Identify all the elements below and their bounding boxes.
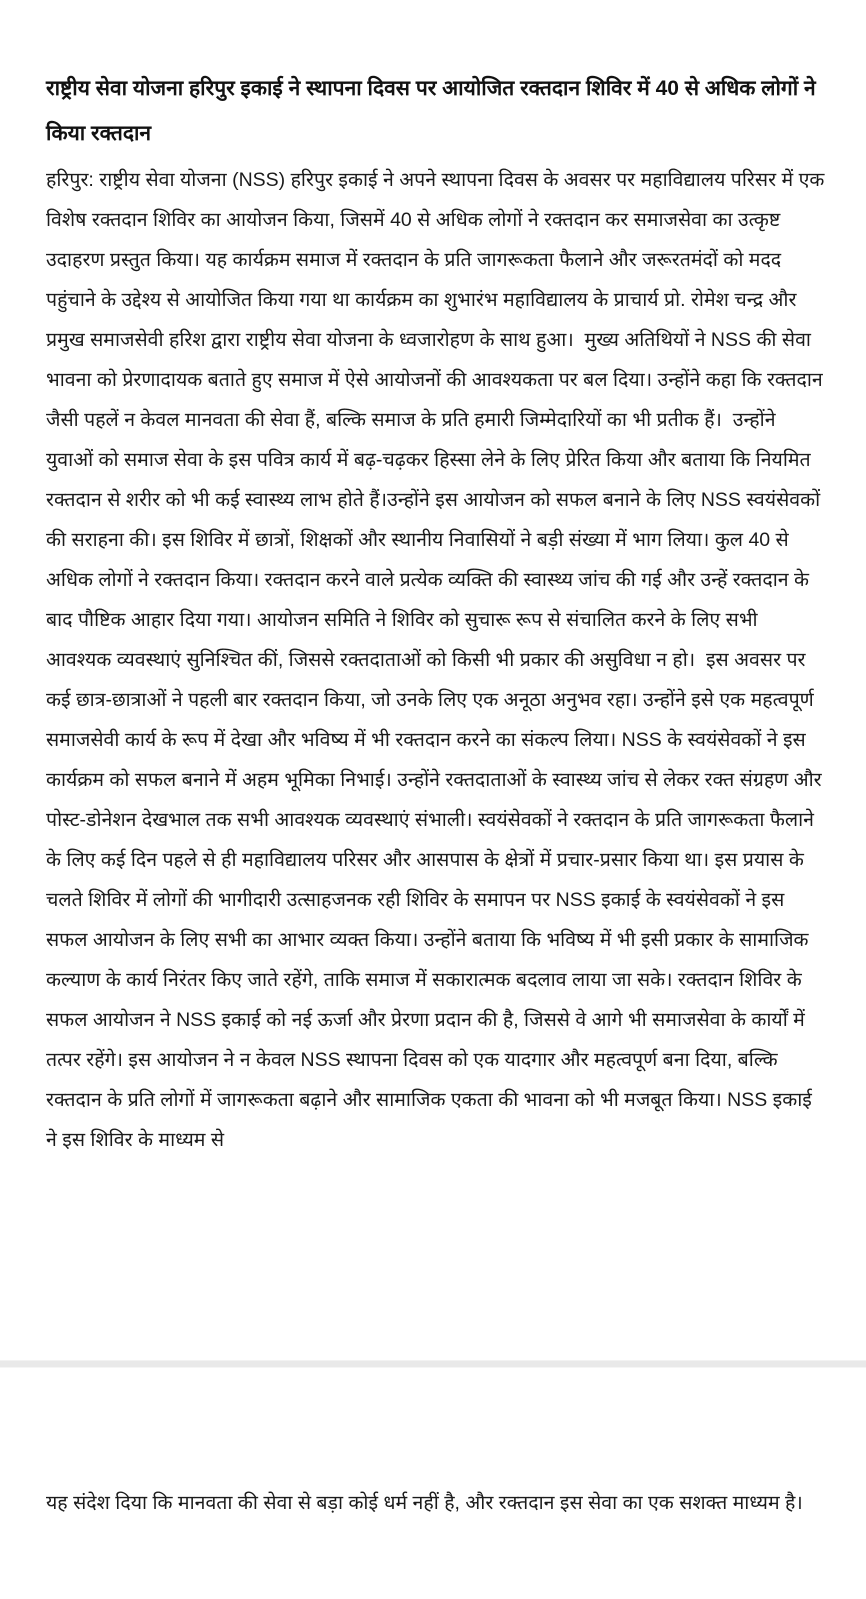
article-body: हरिपुर: राष्ट्रीय सेवा योजना (NSS) हरिपुर इकाई ने अपने स्थापना दिवस के अवसर पर महाविद्यालय परिसर में एक विशेष रक्तदान शिविर का आयोजन किया, जिसमें 40 से अधिक लोगों ने रक्तदान कर समाजसेवा का उत्कृष्ट उदाहरण प्रस्तुत किया। यह कार्यक्रम समाज में रक्तदान के प्रति जागरूकता फैलाने और जरूरतमंदों को मदद पहुंचाने के उद्देश्य से आयोजित किया गया था कार्यक्रम का शुभारंभ महाविद्यालय के प्राचार्य प्रो. रोमेश चन्द्र और प्रमुख समाजसेवी हरिश द्वारा राष्ट्रीय सेवा योजना के ध्वजारोहण के साथ हुआ। मुख्य अतिथियों ने NSS की सेवा भावना को प्रेरणादायक बताते हुए समाज में ऐसे आयोजनों की आवश्यकता पर बल दिया। उन्होंने कहा कि रक्तदान जैसी पहलें न केवल मानवता की सेवा हैं, बल्कि समाज के प्रति हमारी जिम्मेदारियों का भी प्रतीक हैं। उन्होंने युवाओं को समाज सेवा के इस पवित्र कार्य में बढ़-चढ़कर हिस्सा लेने के लिए प्रेरित किया और बताया कि नियमित रक्तदान से शरीर को भी कई स्वास्थ्य लाभ होते हैं।उन्होंने इस आयोजन को सफल बनाने के लिए NSS स्वयंसेवकों की सराहना की। इस शिविर में छात्रों, शिक्षकों और स्थानीय निवासियों ने बड़ी संख्या में भाग लिया। कुल 40 से अधिक लोगों ने रक्तदान किया। रक्तदान करने वाले प्रत्येक व्यक्ति की स्वास्थ्य जांच की गई और उन्हें रक्तदान के बाद पौष्टिक आहार दिया गया। आयोजन समिति ने शिविर को सुचारू रूप से संचालित करने के लिए सभी आवश्यक व्यवस्थाएं सुनिश्चित कीं, जिससे रक्तदाताओं को किसी भी प्रकार की असुविधा न हो। इस अवसर पर कई छात्र-छात्राओं ने पहली बार रक्तदान किया, जो उनके लिए एक अनूठा अनुभव रहा। उन्होंने इसे एक महत्वपूर्ण समाजसेवी कार्य के रूप में देखा और भविष्य में भी रक्तदान करने का संकल्प लिया। NSS के स्वयंसेवकों ने इस कार्यक्रम को सफल बनाने में अहम भूमिका निभाई। उन्होंने रक्तदाताओं के स्वास्थ्य जांच से लेकर रक्त संग्रहण और पोस्ट-डोनेशन देखभाल तक सभी आवश्यक व्यवस्थाएं संभाली। स्वयंसेवकों ने रक्तदान के प्रति जागरूकता फैलाने के लिए कई दिन पहले से ही महाविद्यालय परिसर और आसपास के क्षेत्रों में प्रचार-प्रसार किया था। इस प्रयास के चलते शिविर में लोगों की भागीदारी उत्साहजनक रही शिविर के समापन पर NSS इकाई के स्वयंसेवकों ने इस सफल आयोजन के लिए सभी का आभार व्यक्त किया। उन्होंने बताया कि भविष्य में भी इसी प्रकार के सामाजिक कल्याण के कार्य निरंतर किए जाते रहेंगे, ताकि समाज में सकारात्मक बदलाव लाया जा सके। रक्तदान शिविर के सफल आयोजन ने NSS इकाई को नई ऊर्जा और प्रेरणा प्रदान की है, जिससे वे आगे भी समाजसेवा के कार्यों में तत्पर रहेंगे। इस आयोजन ने न केवल NSS स्थापना दिवस को एक यादगार और महत्वपूर्ण बना दिया, बल्कि रक्तदान के प्रति लोगों में जागरूकता बढ़ाने और सामाजिक एकता की भावना को भी मजबूत किया। NSS इकाई ने इस शिविर के माध्यम से <box>46 169 830 1151</box>
article-title: राष्ट्रीय सेवा योजना हरिपुर इकाई ने स्थापना दिवस पर आयोजित रक्तदान शिविर में 40 से अधिक लोगों ने किया रक्तदान <box>46 77 822 145</box>
page-break-divider <box>0 1360 866 1368</box>
article-continuation: यह संदेश दिया कि मानवता की सेवा से बड़ा कोई धर्म नहीं है, और रक्तदान इस सेवा का एक सशक्त माध्यम है। <box>46 1492 803 1514</box>
